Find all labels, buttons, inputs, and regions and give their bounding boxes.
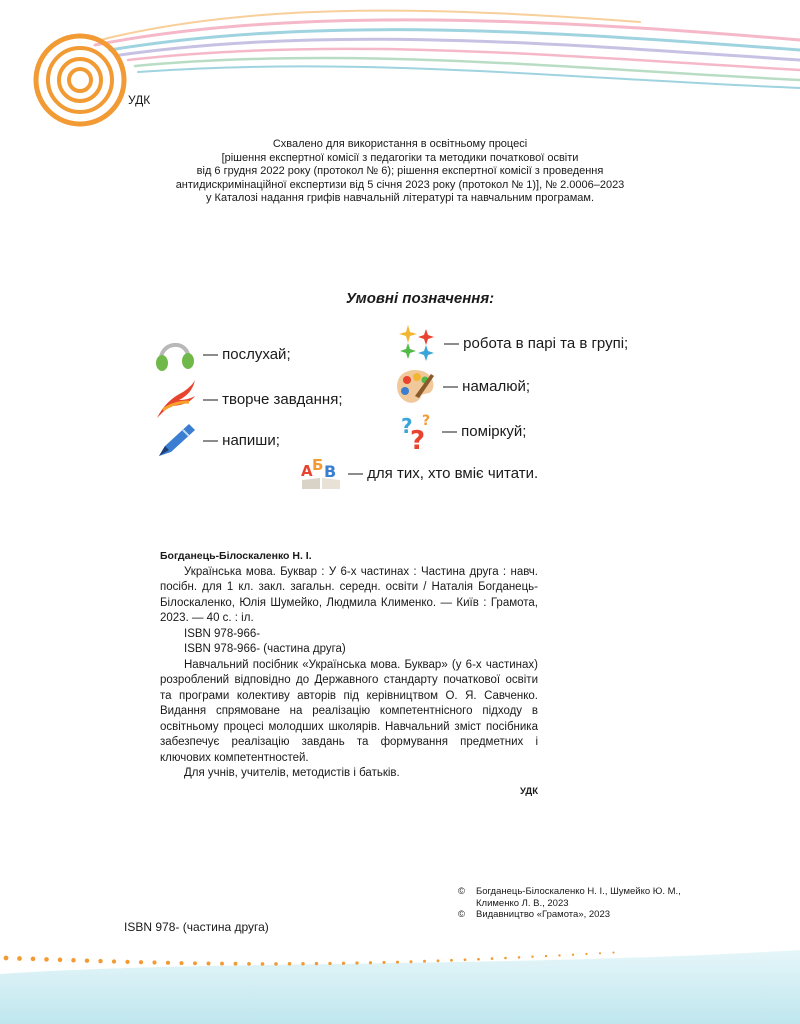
footer-dot — [139, 960, 143, 964]
svg-text:?: ? — [401, 414, 413, 438]
isbn-line: ISBN 978-966- — [184, 627, 261, 640]
abc-book-icon — [300, 456, 342, 490]
legend-label-creative: — творче завдання; — [203, 390, 343, 408]
footer-dot — [572, 954, 574, 956]
footer-dot — [179, 961, 183, 965]
footer-dot — [342, 962, 345, 965]
legend-title: Умовні позначення: — [345, 290, 495, 307]
svg-text:В: В — [324, 462, 337, 481]
legend-item-pair — [396, 323, 628, 363]
footer-dot — [112, 959, 116, 963]
svg-text:?: ? — [422, 413, 431, 429]
footer-dot — [193, 961, 197, 965]
footer-dot — [125, 960, 129, 964]
title-description: Українська мова. Буквар : У 6-х частинах : Частина друга : навч. посібн. для 1 кл. закл. загальн. середн. освіти / Наталія Богданець-Білоскаленко, Юлія Шумейко, Людмила Клименко. — Київ : Грамота, 2023. — 40 с. : іл. — [160, 565, 538, 624]
svg-text:Б: Б — [312, 456, 324, 474]
svg-text:А: А — [301, 462, 313, 480]
footer-dot — [166, 961, 170, 965]
palette-icon — [393, 366, 437, 406]
legend-label-listen: — послухай; — [203, 345, 291, 363]
footer-dot — [477, 958, 480, 961]
approval-line: Схвалено для використання в освітньому процесі — [272, 138, 528, 150]
legend-label-think: — поміркуй; — [442, 422, 527, 440]
footer-dot — [558, 954, 560, 956]
udk-biblio: УДК — [520, 785, 538, 797]
firebird-icon — [153, 378, 197, 420]
footer-dot — [491, 957, 494, 960]
footer-dot — [98, 959, 102, 963]
legend-item-think — [400, 411, 526, 451]
footer-dot — [612, 952, 614, 954]
footer-dot — [44, 957, 49, 962]
footer-dot — [369, 961, 372, 964]
footer-dot — [423, 960, 426, 963]
legend-label-read: — для тих, хто вміє читати. — [348, 464, 539, 482]
footer-dot — [261, 962, 265, 966]
copyright-symbol: © — [458, 909, 465, 920]
footer-dot — [288, 962, 292, 966]
footer-dot — [450, 959, 453, 962]
approval-line: від 6 грудня 2022 року (протокол № 6); рішення експертної комісії з проведення — [196, 165, 604, 177]
headphones-icon — [153, 333, 197, 375]
footer-dot — [31, 957, 36, 962]
legend-label-write: — напиши; — [203, 431, 280, 449]
abstract-paragraph: Навчальний посібник «Українська мова. Буквар» (у 6-х частинах) розроблений відповідно до Державного стандарту початкової освіти та програми колективу авторів під керівництвом О. Я. Савченко. Видання спрямоване на реалізацію компетентнісного підходу в освітньому процесі молодших школярів. Навчальний зміст посібника забезпечує реалізацію завдань та формування предметних і ключових компетентностей. — [160, 658, 538, 764]
legend-item-listen — [153, 333, 291, 375]
footer-dot — [355, 961, 358, 964]
footer-dot — [85, 958, 89, 962]
footer-dot — [220, 962, 224, 966]
isbn-bottom: ISBN 978- (частина друга) — [124, 920, 269, 934]
bibliographic-description — [160, 549, 538, 799]
svg-text:?: ? — [410, 426, 426, 451]
copyright-authors-cont: Клименко Л. В., 2023 — [476, 897, 569, 909]
legend-item-creative — [153, 378, 343, 420]
footer-decoration — [0, 940, 800, 1024]
udk-header: УДК — [128, 93, 151, 107]
copyright-symbol: © — [458, 886, 465, 897]
legend-item-draw — [393, 366, 530, 406]
pen-icon — [153, 420, 197, 460]
footer-dot — [328, 962, 331, 965]
footer-dot — [585, 953, 587, 955]
legend-label-draw: — намалюй; — [443, 377, 530, 395]
copyright-authors: Богданець-Білоскаленко Н. І., Шумейко Ю. М., — [476, 886, 681, 897]
legend-item-write — [153, 420, 280, 460]
footer-dot — [504, 957, 507, 960]
footer-dot — [382, 961, 385, 964]
footer-dot — [396, 961, 399, 964]
author-line: Богданець-Білоскаленко Н. І. — [160, 550, 312, 562]
isbn-part-line: ISBN 978-966- (частина друга) — [184, 643, 346, 655]
footer-dot — [531, 955, 533, 957]
audience-line: Для учнів, учителів, методистів і батьків. — [184, 767, 400, 779]
footer-dot — [152, 960, 156, 964]
header-decoration — [0, 0, 800, 130]
footer-dot — [207, 962, 211, 966]
footer-dot — [437, 959, 440, 962]
footer-dot — [301, 962, 304, 965]
footer-dot — [17, 956, 22, 961]
approval-line: [рішення експертної комісії з педагогіки та методики початкової освіти — [221, 151, 579, 164]
legend-item-read — [300, 456, 538, 490]
copyright-publisher: Видавництво «Грамота», 2023 — [476, 909, 611, 920]
footer-dot — [464, 958, 467, 961]
footer-dot — [315, 962, 318, 965]
footer-dot — [274, 962, 278, 966]
legend-label-pair: — робота в парі та в групі; — [444, 334, 629, 352]
copyright-block — [458, 886, 681, 921]
footer-dot — [518, 956, 521, 959]
question-marks-icon — [400, 411, 436, 451]
approval-line: у Каталозі надання грифів навчальній літературі та навчальним програмам. — [205, 192, 595, 204]
approval-line: антидискримінаційної експертизи від 5 січня 2023 року (протокол № 1)], № 2.0006–2023 — [175, 178, 625, 191]
stars-icon — [396, 323, 438, 363]
footer-dot — [71, 958, 76, 963]
approval-statement — [150, 138, 650, 206]
footer-dot — [247, 962, 251, 966]
footer-dot — [545, 955, 547, 957]
footer-dot — [58, 958, 63, 963]
spiral-logo-icon — [36, 36, 124, 124]
footer-dot — [234, 962, 238, 966]
footer-dot — [410, 960, 413, 963]
footer-dot — [599, 952, 601, 954]
footer-dot — [4, 956, 9, 961]
